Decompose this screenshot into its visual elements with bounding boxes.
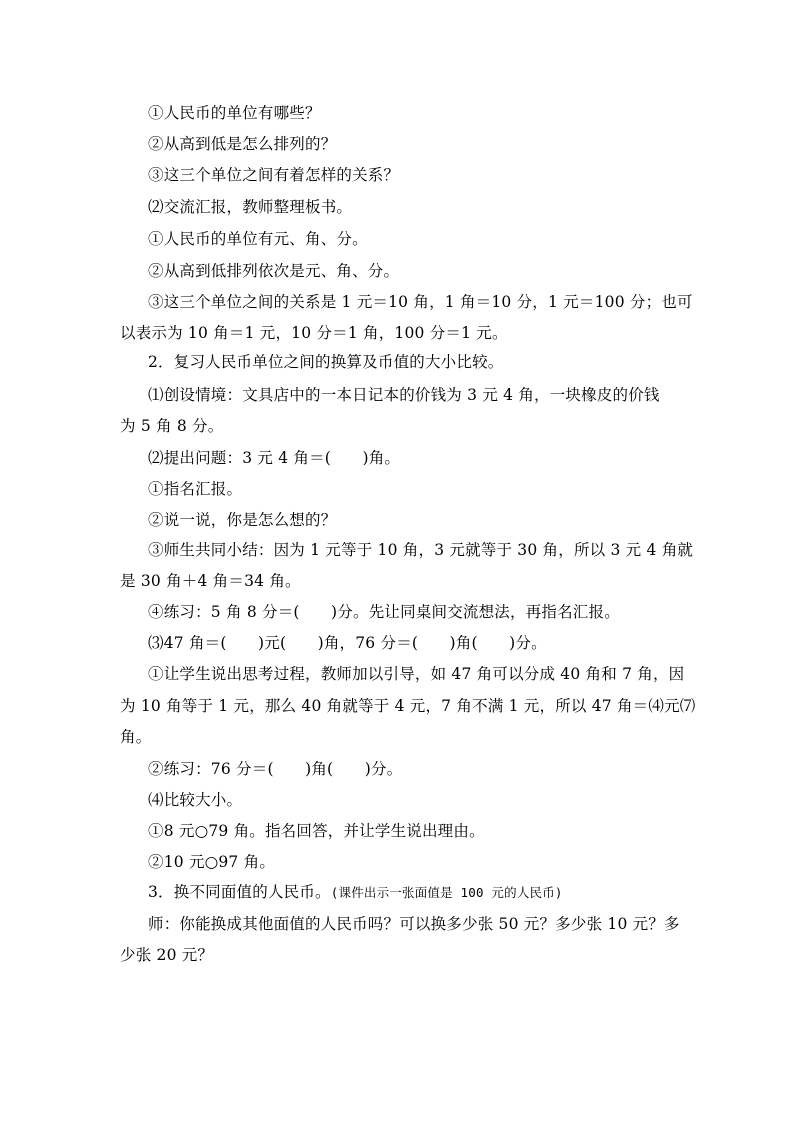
heading-text: 3．换不同面值的人民币。 [148,883,331,901]
text-line: ①人民币的单位有哪些？ [148,104,321,122]
section-heading [148,882,563,903]
text-line: ①指名汇报。 [148,480,243,498]
text-line: 是 30 角＋4 角＝34 角。 [120,572,301,590]
text-line: ⑴创设情境：文具店中的一本日记本的价钱为 3 元 4 角，一块橡皮的价钱 [148,386,660,404]
text-line: ②10 元○97 角。 [148,853,276,871]
text-line: ②从高到低排列依次是元、角、分。 [148,262,400,280]
text-line: ①人民币的单位有元、角、分。 [148,230,368,248]
text-line: ②说一说，你是怎么想的？ [148,511,337,529]
text-line: ①让学生说出思考过程，教师加以引导，如 47 角可以分成 40 角和 7 角，因 [148,665,685,683]
text-line: ③这三个单位之间的关系是 1 元＝10 角，1 角＝10 分，1 元＝100 分；也可 [148,293,693,311]
text-line: ⑵提出问题：3 元 4 角＝( )角。 [148,449,401,467]
text-line: 角。 [120,728,152,746]
text-line: ①8 元○79 角。指名回答，并让学生说出理由。 [148,822,485,840]
text-line: ⑷比较大小。 [148,791,243,809]
text-line: ⑵交流汇报，教师整理板书。 [148,198,353,216]
text-line: 为 10 角等于 1 元，那么 40 角就等于 4 元，7 角不满 1 元，所以 47 角＝⑷元⑺ [120,697,696,715]
text-line: 师：你能换成其他面值的人民币吗？可以换多少张 50 元？多少张 10 元？多 [148,915,680,933]
text-line: ③这三个单位之间有着怎样的关系？ [148,166,400,184]
text-line: ②练习：76 分＝( )角( )分。 [148,760,403,778]
text-line: ③师生共同小结：因为 1 元等于 10 角，3 元就等于 30 角，所以 3 元 4 角就 [148,541,694,559]
text-line: ②从高到低是怎么排列的？ [148,135,337,153]
text-line: 为 5 角 8 分。 [120,417,224,435]
text-line: ⑶47 角＝( )元( )角，76 分＝( )角( )分。 [148,634,547,652]
text-line: 以表示为 10 角＝1 元，10 分＝1 角，100 分＝1 元。 [120,324,508,342]
text-line: ④练习：5 角 8 分＝( )分。先让同桌间交流想法，再指名汇报。 [148,603,620,621]
courseware-note: (课件出示一张面值是 100 元的人民币) [330,885,563,900]
section-heading: 2．复习人民币单位之间的换算及币值的大小比较。 [148,353,504,371]
text-line: 少张 20 元？ [120,946,214,964]
